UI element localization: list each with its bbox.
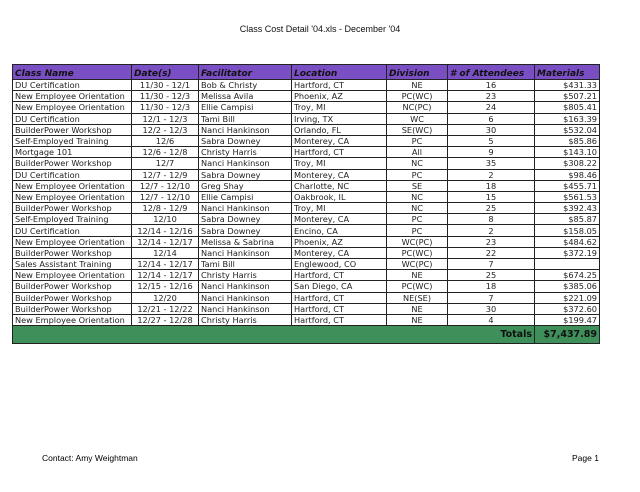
table-cell: BuilderPower Workshop (13, 303, 132, 314)
table-cell: New Employee Orientation (13, 236, 132, 247)
table-cell: New Employee Orientation (13, 270, 132, 281)
table-cell: 7 (448, 292, 535, 303)
table-cell: Sabra Downey (199, 135, 292, 146)
table-cell: 23 (448, 236, 535, 247)
table-cell: Nanci Hankinson (199, 203, 292, 214)
table-cell: DU Certification (13, 80, 132, 91)
table-cell: BuilderPower Workshop (13, 124, 132, 135)
table-cell: Phoenix, AZ (292, 91, 387, 102)
table-cell: Nanci Hankinson (199, 247, 292, 258)
table-cell: Monterey, CA (292, 214, 387, 225)
table-row (13, 191, 600, 202)
table-cell: 12/15 - 12/16 (132, 281, 199, 292)
table-cell: 16 (448, 80, 535, 91)
table-cell: NC (387, 158, 448, 169)
table-cell: PC (387, 135, 448, 146)
table-row (13, 80, 600, 91)
table-cell: 18 (448, 281, 535, 292)
table-cell: Sabra Downey (199, 225, 292, 236)
totals-row (13, 326, 600, 344)
table-cell: Hartford, CT (292, 292, 387, 303)
table-cell: 30 (448, 303, 535, 314)
table-cell: $455.71 (535, 180, 600, 191)
table-cell: Self-Employed Training (13, 214, 132, 225)
table-row (13, 124, 600, 135)
table-cell: 23 (448, 91, 535, 102)
totals-spacer (13, 326, 448, 344)
totals-label: Totals (448, 326, 535, 344)
table-cell: 12/7 - 12/10 (132, 180, 199, 191)
table-cell: $143.10 (535, 147, 600, 158)
table-cell: Englewood, CO (292, 259, 387, 270)
table-cell: $85.86 (535, 135, 600, 146)
table-cell: $98.46 (535, 169, 600, 180)
table-cell: New Employee Orientation (13, 180, 132, 191)
table-row (13, 292, 600, 303)
table-cell: Nanci Hankinson (199, 158, 292, 169)
table-cell: New Employee Orientation (13, 314, 132, 325)
table-cell: Sales Assistant Training (13, 259, 132, 270)
page-number: Page 1 (572, 453, 599, 463)
table-cell: Melissa & Sabrina (199, 236, 292, 247)
table-cell: 12/7 (132, 158, 199, 169)
table-row (13, 102, 600, 113)
table-cell: SE(WC) (387, 124, 448, 135)
table-cell: NE (387, 80, 448, 91)
table-cell: New Employee Orientation (13, 102, 132, 113)
table-cell: Irving, TX (292, 113, 387, 124)
table-cell: Hartford, CT (292, 147, 387, 158)
table-cell: 12/10 (132, 214, 199, 225)
table-cell: BuilderPower Workshop (13, 203, 132, 214)
table-row (13, 180, 600, 191)
table-cell: 18 (448, 180, 535, 191)
table-cell: $163.39 (535, 113, 600, 124)
table-cell: Melissa Avila (199, 91, 292, 102)
table-cell: 22 (448, 247, 535, 258)
table-cell: 2 (448, 225, 535, 236)
table-cell: BuilderPower Workshop (13, 281, 132, 292)
table-cell: NE(SE) (387, 292, 448, 303)
table-cell: PC (387, 169, 448, 180)
table-row (13, 259, 600, 270)
table-cell: 12/6 (132, 135, 199, 146)
table-cell: 12/1 - 12/3 (132, 113, 199, 124)
table-cell: Nanci Hankinson (199, 124, 292, 135)
table-cell: Mortgage 101 (13, 147, 132, 158)
table-cell: NE (387, 303, 448, 314)
table-cell: Hartford, CT (292, 270, 387, 281)
table-cell: Sabra Downey (199, 169, 292, 180)
table-cell: Bob & Christy (199, 80, 292, 91)
table-cell: 30 (448, 124, 535, 135)
table-cell: Monterey, CA (292, 135, 387, 146)
table-cell: $674.25 (535, 270, 600, 281)
table-cell: PC (387, 214, 448, 225)
table-row (13, 158, 600, 169)
table-cell: Tami Bill (199, 113, 292, 124)
table-cell: $158.05 (535, 225, 600, 236)
table-cell: Christy Harris (199, 314, 292, 325)
table-row (13, 281, 600, 292)
table-row (13, 147, 600, 158)
table-cell: 11/30 - 12/1 (132, 80, 199, 91)
table-cell: 12/21 - 12/22 (132, 303, 199, 314)
table-row (13, 314, 600, 325)
table-cell: PC(WC) (387, 247, 448, 258)
table-cell: PC(WC) (387, 91, 448, 102)
table-cell: 12/7 - 12/10 (132, 191, 199, 202)
table-row (13, 203, 600, 214)
table-cell: DU Certification (13, 113, 132, 124)
table-row (13, 91, 600, 102)
table-cell: 12/14 - 12/17 (132, 236, 199, 247)
table-row (13, 270, 600, 281)
table-cell: WC (387, 113, 448, 124)
column-header: # of Attendees (448, 65, 535, 80)
table-cell: Orlando, FL (292, 124, 387, 135)
table-cell: $372.19 (535, 247, 600, 258)
table-cell: Christy Harris (199, 270, 292, 281)
table-cell: $507.21 (535, 91, 600, 102)
table-cell: $484.62 (535, 236, 600, 247)
table-cell: 11/30 - 12/3 (132, 91, 199, 102)
table-cell: $85.87 (535, 214, 600, 225)
table-cell: 12/2 - 12/3 (132, 124, 199, 135)
table-row (13, 236, 600, 247)
table-row (13, 214, 600, 225)
table-row (13, 113, 600, 124)
table-cell: Charlotte, NC (292, 180, 387, 191)
table-cell: NC (387, 203, 448, 214)
document-title: Class Cost Detail '04.xls - December '04 (239, 24, 401, 34)
table-cell: 12/20 (132, 292, 199, 303)
table-cell: 12/14 - 12/17 (132, 270, 199, 281)
table-cell: $431.33 (535, 80, 600, 91)
table-cell: 7 (448, 259, 535, 270)
table-cell: 6 (448, 113, 535, 124)
table-cell: All (387, 147, 448, 158)
table-row (13, 135, 600, 146)
table-cell: Nanci Hankinson (199, 281, 292, 292)
table-cell: Nanci Hankinson (199, 292, 292, 303)
table-cell: Self-Employed Training (13, 135, 132, 146)
table-cell: WC(PC) (387, 259, 448, 270)
column-header: Materials (535, 65, 600, 80)
table-cell: Hartford, CT (292, 303, 387, 314)
table-cell: PC(WC) (387, 281, 448, 292)
table-cell: Monterey, CA (292, 169, 387, 180)
table-cell: BuilderPower Workshop (13, 158, 132, 169)
header-row (13, 65, 600, 80)
table-cell: Christy Harris (199, 147, 292, 158)
table-cell (535, 259, 600, 270)
table-cell: $372.60 (535, 303, 600, 314)
table-cell: Ellie Campisi (199, 191, 292, 202)
table-cell: 12/14 (132, 247, 199, 258)
table-cell: BuilderPower Workshop (13, 247, 132, 258)
table-cell: Troy, MI (292, 102, 387, 113)
table-cell: Encino, CA (292, 225, 387, 236)
table-cell: PC (387, 225, 448, 236)
table-cell: $308.22 (535, 158, 600, 169)
table-cell: 12/14 - 12/16 (132, 225, 199, 236)
column-header: Location (292, 65, 387, 80)
table-cell: 5 (448, 135, 535, 146)
table-cell: BuilderPower Workshop (13, 292, 132, 303)
table-cell: Greg Shay (199, 180, 292, 191)
table-cell: NE (387, 314, 448, 325)
table-cell: 12/6 - 12/8 (132, 147, 199, 158)
column-header: Division (387, 65, 448, 80)
table-cell: NC (387, 191, 448, 202)
table-cell: $805.41 (535, 102, 600, 113)
table-cell: 8 (448, 214, 535, 225)
table-row (13, 303, 600, 314)
column-header: Date(s) (132, 65, 199, 80)
table-cell: Hartford, CT (292, 314, 387, 325)
table-cell: 4 (448, 314, 535, 325)
table-row (13, 247, 600, 258)
table-cell: 12/14 - 12/17 (132, 259, 199, 270)
table-cell: Monterey, CA (292, 247, 387, 258)
table-cell: San Diego, CA (292, 281, 387, 292)
table-cell: Troy, MI (292, 158, 387, 169)
table-cell: SE (387, 180, 448, 191)
table-cell: $221.09 (535, 292, 600, 303)
contact-footer: Contact: Amy Weightman (42, 453, 138, 463)
table-cell: 25 (448, 270, 535, 281)
table-cell: DU Certification (13, 169, 132, 180)
table-cell: $532.04 (535, 124, 600, 135)
table-cell: 12/27 - 12/28 (132, 314, 199, 325)
table-row (13, 225, 600, 236)
totals-value: $7,437.89 (535, 326, 600, 344)
table-cell: Phoenix, AZ (292, 236, 387, 247)
table-cell: $561.53 (535, 191, 600, 202)
table-cell: New Employee Orientation (13, 191, 132, 202)
table-cell: 24 (448, 102, 535, 113)
table-cell: Nanci Hankinson (199, 303, 292, 314)
table-cell: $199.47 (535, 314, 600, 325)
table-cell: 12/8 - 12/9 (132, 203, 199, 214)
table-cell: $392.43 (535, 203, 600, 214)
table-row (13, 169, 600, 180)
table-cell: 2 (448, 169, 535, 180)
table-cell: WC(PC) (387, 236, 448, 247)
table-cell: Oakbrook, IL (292, 191, 387, 202)
table-cell: 11/30 - 12/3 (132, 102, 199, 113)
table-cell: 9 (448, 147, 535, 158)
table-cell: 25 (448, 203, 535, 214)
table-cell: DU Certification (13, 225, 132, 236)
table-cell: Ellie Campisi (199, 102, 292, 113)
table-cell: 35 (448, 158, 535, 169)
table-cell: New Employee Orientation (13, 91, 132, 102)
table-cell: 15 (448, 191, 535, 202)
table-cell: NE (387, 270, 448, 281)
table-cell: Troy, MI (292, 203, 387, 214)
table-cell: NC(PC) (387, 102, 448, 113)
cost-table (12, 64, 600, 344)
column-header: Class Name (13, 65, 132, 80)
table-cell: $385.06 (535, 281, 600, 292)
table-cell: 12/7 - 12/9 (132, 169, 199, 180)
table-cell: Sabra Downey (199, 214, 292, 225)
table-cell: Tami Bill (199, 259, 292, 270)
column-header: Facilitator (199, 65, 292, 80)
table-cell: Hartford, CT (292, 80, 387, 91)
